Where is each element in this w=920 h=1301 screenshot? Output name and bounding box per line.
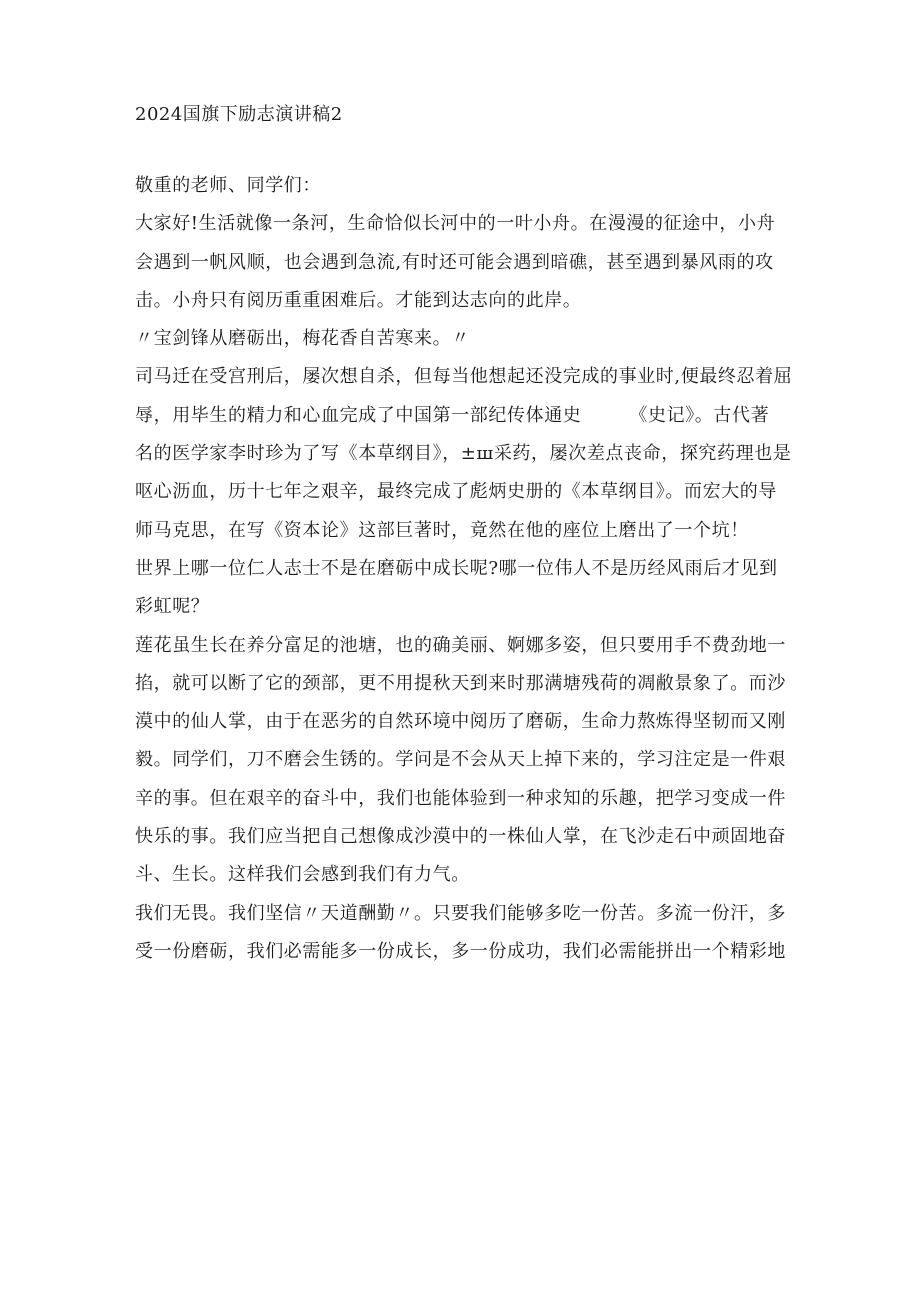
paragraph-line: 世界上哪一位仁人志士不是在磨砺中成长呢?哪一位伟人不是历经风雨后才见到 bbox=[135, 557, 778, 579]
paragraph-line: 呕心沥血，历十七年之艰辛，最终完成了彪炳史册的《本草纲目》。而宏大的导 bbox=[135, 481, 777, 503]
line-part: 《史记》。古代著 bbox=[629, 404, 770, 426]
paragraph-line: 师马克思，在写《资本论》这部巨著时，竟然在他的座位上磨出了一个坑！ bbox=[135, 519, 749, 541]
paragraph-line: 大家好!生活就像一条河，生命恰似长河中的一叶小舟。在漫漫的征途中，小舟 bbox=[135, 213, 776, 235]
paragraph-line: 毅。同学们，刀不磨会生锈的。学问是不会从天上掉下来的，学习注定是一件艰 bbox=[135, 749, 786, 771]
paragraph-line: 彩虹呢？ bbox=[135, 596, 210, 618]
document-body bbox=[135, 167, 800, 971]
line-part: 辱，用毕生的精力和心血完成了中国第一部纪传体通史 bbox=[135, 404, 582, 426]
paragraph-line: 司马迁在受宫刑后，屡次想自杀，但每当他想起还没完成的事业时,便最终忍着屈 bbox=[135, 366, 793, 388]
paragraph-line: 掐，就可以断了它的颈部，更不用提秋天到来时那满塘残荷的凋敝景象了。而沙 bbox=[135, 672, 786, 694]
paragraph-line: 受一份磨砺，我们必需能多一份成长，多一份成功，我们必需能拼出一个精彩地 bbox=[135, 940, 786, 962]
paragraph-line: 辛的事。但在艰辛的奋斗中，我们也能体验到一种求知的乐趣，把学习变成一件 bbox=[135, 787, 786, 809]
paragraph-line: 斗、生长。这样我们会感到我们有力气。 bbox=[135, 864, 470, 886]
paragraph-line: 莲花虽生长在养分富足的池塘，也的确美丽、婀娜多姿，但只要用手不费劲地一 bbox=[135, 634, 786, 656]
salutation-line: 敬重的老师、同学们： bbox=[135, 175, 321, 196]
paragraph-line: 名的医学家李时珍为了写《本草纲目》，±ш采药，屡次差点丧命，探究药理也是 bbox=[135, 443, 792, 465]
paragraph-line: 击。小舟只有阅历重重困难后。才能到达志向的此岸。 bbox=[135, 289, 582, 311]
quote-line: 〃宝剑锋从磨砺出，梅花香自苦寒来。〃 bbox=[135, 328, 470, 350]
paragraph-line: 漠中的仙人掌，由于在恶劣的自然环境中阅历了磨砺，生命力熬炼得坚韧而又刚 bbox=[135, 711, 786, 733]
document-title: 2024国旗下励志演讲稿2 bbox=[135, 104, 343, 125]
paragraph-line bbox=[135, 397, 800, 435]
paragraph-line: 快乐的事。我们应当把自己想像成沙漠中的一株仙人掌，在飞沙走石中顽固地奋 bbox=[135, 826, 786, 848]
paragraph-line: 我们无畏。我们坚信〃天道酬勤〃。只要我们能够多吃一份苦。多流一份汗，多 bbox=[135, 902, 786, 924]
paragraph-line: 会遇到一帆风顺，也会遇到急流,有时还可能会遇到暗礁，甚至遇到暴风雨的攻 bbox=[135, 251, 774, 273]
